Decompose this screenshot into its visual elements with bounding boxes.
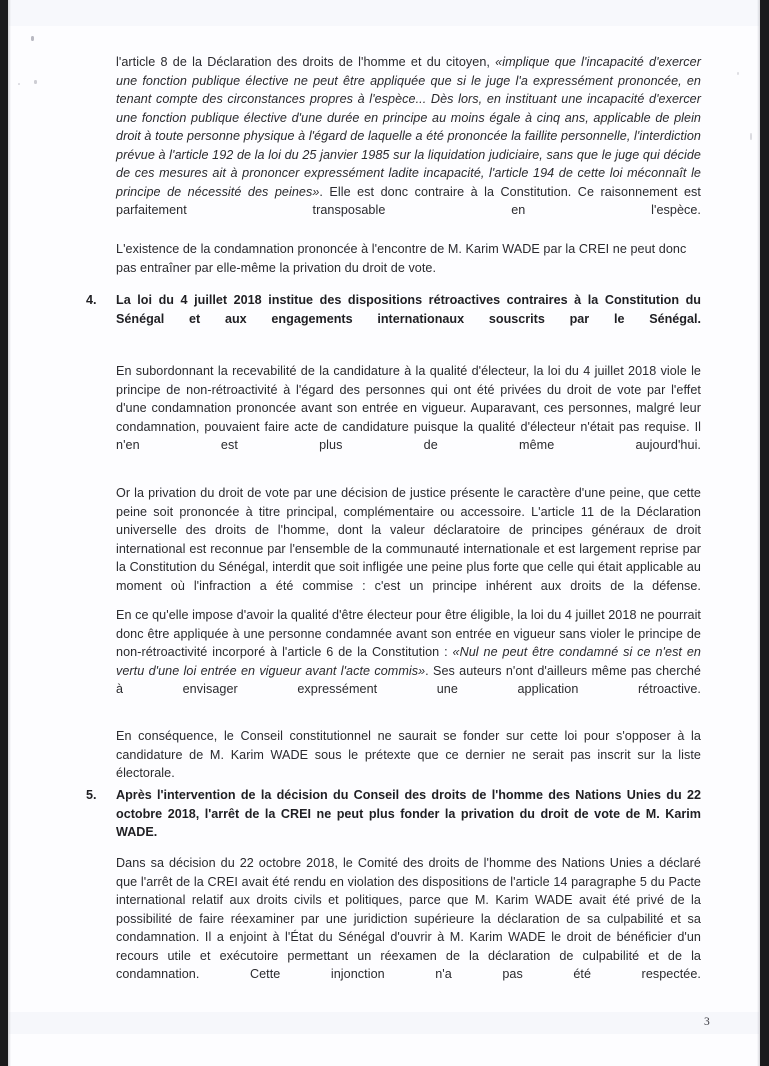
- scan-speck: [737, 72, 739, 75]
- paragraph-tail-text: . Elle est donc contraire à la Constitution. Ce raisonnement est parfaitement transposable en l'espèce.: [116, 184, 701, 218]
- paragraph-peine-caractere: Or la privation du droit de vote par une décision de justice présente le caractère d'une peine, que cette peine soit prononcée à titre principal, complémentaire ou accessoire. L'article 11 de la Déclaration universelle des droits de l'homme, dont la valeur déclaratoire de principes généraux de droit international est reconnue par l'ensemble de la communauté internationale et est largement reprise par la Constitution du Sénégal, interdit que soit infligée une peine plus forte que celle qui était applicable au moment où l'infraction a été commise : c'est un principe inhérent aux droits de la défense.: [116, 486, 701, 593]
- paragraph-lead-text: En ce qu'elle impose d'avoir la qualité d'être électeur pour être éligible, la loi du 4 juillet 2018 ne pourrait donc être appliquée à une personne condamnée avant son entrée en vigueur sans violer le principe de non-rétroactivité incorporé à l'article 6 de la Constitution :: [116, 608, 701, 660]
- quoted-text-italic: «Nul ne peut être condamné si ce n'est en vertu d'une loi entrée en vigueur avant l'acte commis»: [116, 645, 701, 678]
- heading-item-5: [86, 786, 701, 861]
- heading-item-4: [86, 291, 701, 347]
- paragraph-non-retroactivite: En subordonnant la recevabilité de la candidature à la qualité d'électeur, la loi du 4 juillet 2018 viole le principe de non-rétroactivité à l'égard des personnes qui ont été privées du droit de vote par l'effet d'une condamnation prononcée avant son entrée en vigueur. Auparavant, ces personnes, malgré leur condamnation, pouvaient faire acte de candidature puisque la qualité d'électeur n'était pas requise. Il n'en est plus de même aujourd'hui.: [116, 364, 701, 453]
- scan-tint-top: [9, 0, 759, 26]
- paragraph-lead-text: l'article 8 de la Déclaration des droits de l'homme et du citoyen,: [116, 55, 496, 69]
- paragraph-tail-text: . Ses auteurs n'ont d'ailleurs même pas cherché à envisager expressément une application rétroactive.: [116, 663, 701, 697]
- scan-tint-bottom: [9, 1012, 759, 1034]
- quoted-text-italic: «implique que l'incapacité d'exercer une fonction publique élective ne peut être appliquée que si le juge l'a expressément prononcée, en tenant compte des circonstances propres à l'espèce... Dès lors, en instituant une incapacité d'exercer une fonction publique élective d'une durée en principe au moins égale à cinq ans, applicable de plein droit à toute personne physique à l'égard de laquelle a été prononcée la faillite personnelle, l'interdiction prévue à l'article 192 de la loi du 25 janvier 1985 sur la liquidation judiciaire, sans que le juge qui décide de ces mesures ait à prononcer expressément ladite incapacité, l'article 194 de cette loi méconnaît le principe de nécessité des peines»: [116, 55, 701, 199]
- scan-speck: [31, 36, 34, 41]
- scan-speck: [34, 80, 37, 84]
- paragraph-comite-droits-homme: Dans sa décision du 22 octobre 2018, le Comité des droits de l'homme des Nations Unies a déclaré que l'arrêt de la CREI avait été rendu en violation des dispositions de l'article 14 paragraphe 5 du Pacte international relatif aux droits civils et politiques, parce que M. Karim WADE avait été privé de la possibilité de faire réexaminer par une juridiction supérieure la déclaration de sa culpabilité et sa condamnation. Il a enjoint à l'État du Sénégal d'ouvrir à M. Karim WADE le droit de bénéficier d'un recours utile et exécutoire permettant un réexamen de la déclaration de culpabilité et de la condamnation. Cette injonction n'a pas été respectée.: [116, 856, 701, 982]
- scan-speck: [750, 133, 752, 140]
- heading-number-5: 5.: [86, 788, 97, 802]
- heading-text-5: Après l'intervention de la décision du Conseil des droits de l'homme des Nations Unies du 22 octobre 2018, l'arrêt de la CREI ne peut plus fonder la privation du droit de vote de M. Karim WADE.: [116, 788, 701, 840]
- scan-speck: [18, 83, 20, 85]
- scan-edge-right: [760, 0, 769, 1066]
- scan-edge-left: [0, 0, 8, 1066]
- paragraph-condamnation-crei: L'existence de la condamnation prononcée à l'encontre de M. Karim WADE par la CREI ne peut donc pas entraîner par elle-même la privation du droit de vote.: [116, 242, 687, 275]
- heading-number-4: 4.: [86, 293, 97, 307]
- scan-edge-left-shadow: [8, 0, 11, 1066]
- paragraph-consequence-conseil: En conséquence, le Conseil constitutionnel ne saurait se fonder sur cette loi pour s'opposer à la candidature de M. Karim WADE sous le prétexte que ce dernier ne serait pas inscrit sur la liste électorale.: [116, 729, 701, 781]
- scan-edge-right-shadow: [757, 0, 760, 1066]
- heading-text-4: La loi du 4 juillet 2018 institue des dispositions rétroactives contraires à la Constitution du Sénégal et aux engagements internationaux souscrits par le Sénégal.: [116, 293, 701, 326]
- page-number: 3: [704, 1016, 710, 1028]
- paragraph-article-6-constitution: [116, 606, 701, 717]
- paragraph-quote-article-8: [116, 53, 701, 238]
